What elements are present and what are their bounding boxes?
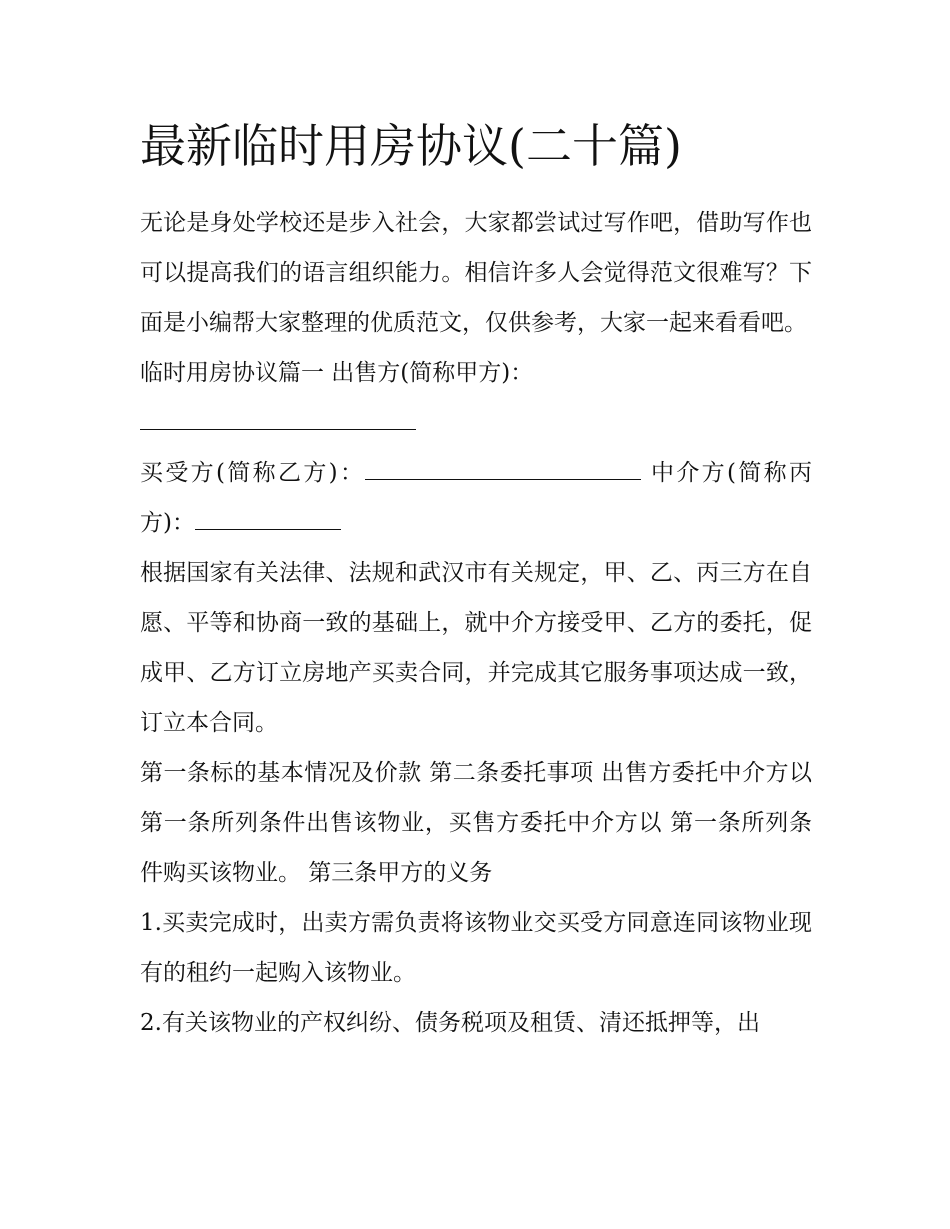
seller-line bbox=[140, 348, 812, 398]
document-title: 最新临时用房协议(二十篇) bbox=[140, 119, 682, 173]
seller-blank-line bbox=[140, 398, 812, 448]
seller-label: 临时用房协议篇一 出售方(简称甲方)： bbox=[140, 360, 534, 386]
agent-name-blank bbox=[195, 501, 341, 530]
buyer-name-blank bbox=[365, 451, 641, 480]
buyer-agent-line bbox=[140, 448, 812, 548]
agent-label: 中介方(简称丙方)： bbox=[140, 460, 812, 536]
intro-paragraph: 无论是身处学校还是步入社会，大家都尝试过写作吧，借助写作也可以提高我们的语言组织能力。相信许多人会觉得范文很难写？下面是小编帮大家整理的优质范文，仅供参考，大家一起来看看吧。 bbox=[140, 210, 812, 336]
item-2-paragraph: 2.有关该物业的产权纠纷、债务税项及租赁、清还抵押等，出 bbox=[140, 1010, 760, 1036]
item-1-paragraph: 1.买卖完成时，出卖方需负责将该物业交买受方同意连同该物业现有的租约一起购入该物业。 bbox=[140, 910, 812, 986]
document-page bbox=[140, 112, 812, 1048]
seller-name-blank bbox=[140, 401, 416, 430]
basis-paragraph: 根据国家有关法律、法规和武汉市有关规定，甲、乙、丙三方在自愿、平等和协商一致的基础上，就中介方接受甲、乙方的委托，促成甲、乙方订立房地产买卖合同，并完成其它服务事项达成一致，订立本合同。 bbox=[140, 560, 812, 736]
articles-paragraph: 第一条标的基本情况及价款 第二条委托事项 出售方委托中介方以 第一条所列条件出售该物业，买售方委托中介方以 第一条所列条件购买该物业。 第三条甲方的义务 bbox=[140, 760, 812, 886]
buyer-label: 买受方(简称乙方)： bbox=[140, 460, 366, 486]
